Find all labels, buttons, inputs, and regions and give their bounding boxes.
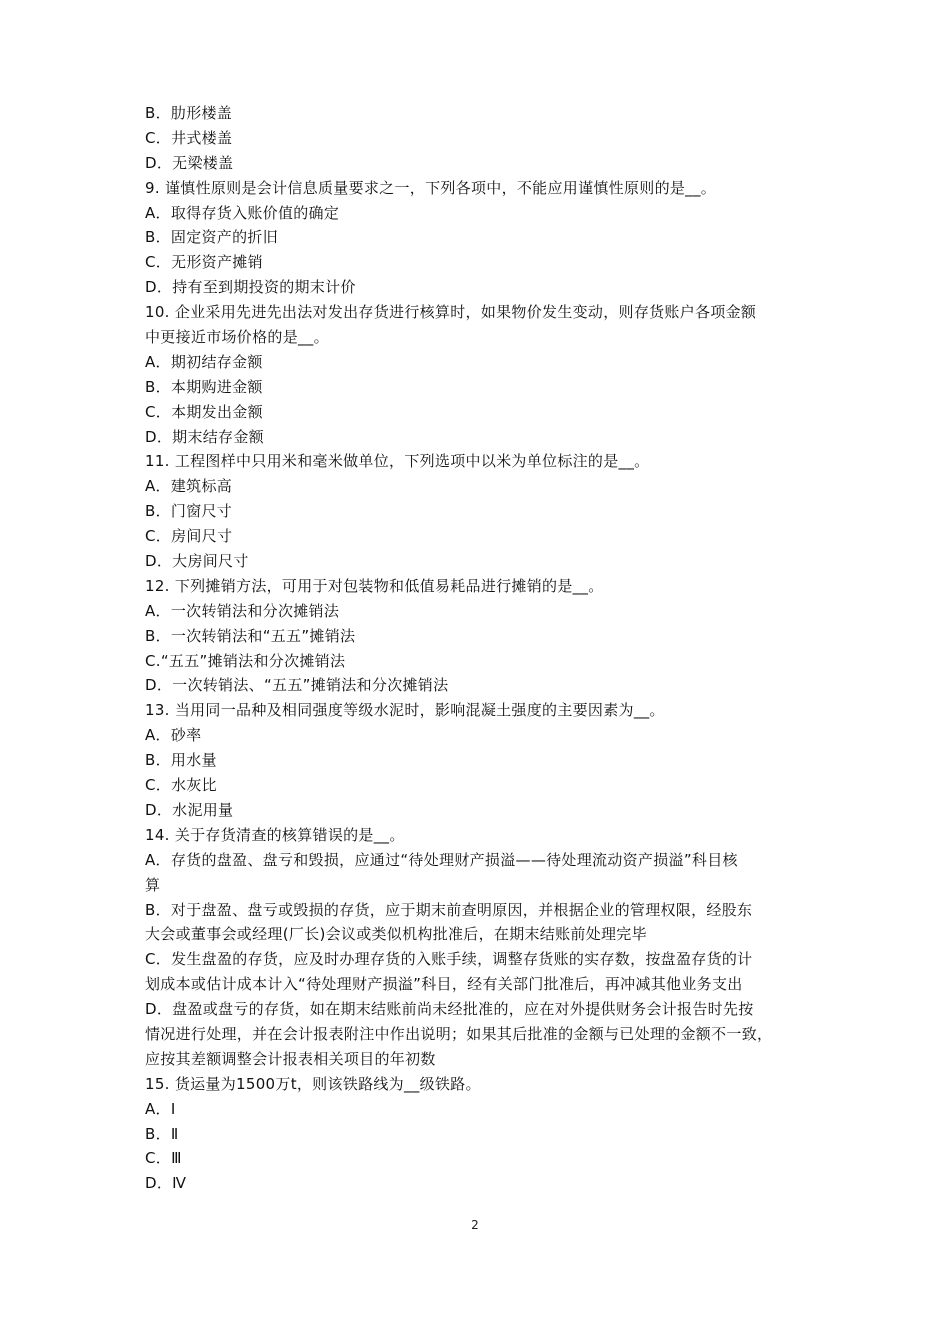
- option-line-cont: 算: [145, 875, 161, 894]
- option-line: D．盘盈或盘亏的存货，如在期末结账前尚未经批准的，应在对外提供财务会计报告时先按: [145, 1000, 754, 1019]
- document-body: [145, 101, 813, 1196]
- option-line: A．存货的盘盈、盘亏和毁损，应通过“待处理财产损溢——待处理流动资产损溢”科目核: [145, 850, 738, 869]
- option-line: C．水灰比: [145, 776, 217, 795]
- question-10: 10. 企业采用先进先出法对发出存货进行核算时，如果物价发生变动，则存货账户各项金额: [145, 303, 757, 322]
- option-line: A．一次转销法和分次摊销法: [145, 601, 340, 620]
- question-14: 14. 关于存货清查的核算错误的是__。: [145, 825, 405, 844]
- option-line: B．肋形楼盖: [145, 104, 233, 122]
- question-13: 13. 当用同一品种及相同强度等级水泥时，影响混凝土强度的主要因素为__。: [145, 701, 665, 720]
- option-line: D．无梁楼盖: [145, 153, 234, 172]
- option-line: A．建筑标高: [145, 477, 233, 496]
- option-line: A．取得存货入账价值的确定: [145, 203, 340, 222]
- option-line: B．固定资产的折旧: [145, 228, 278, 247]
- option-line: D．Ⅳ: [145, 1174, 187, 1193]
- option-line: D．持有至到期投资的期末计价: [145, 278, 356, 297]
- option-line-cont: 大会或董事会或经理(厂长)会议或类似机构批准后，在期末结账前处理完毕: [145, 925, 647, 944]
- option-line: D．期末结存金额: [145, 427, 264, 446]
- option-line: B．门窗尺寸: [145, 502, 233, 521]
- option-line: B．一次转销法和“五五”摊销法: [145, 626, 356, 645]
- question-9: 9. 谨慎性原则是会计信息质量要求之一，下列各项中，不能应用谨慎性原则的是__。: [145, 178, 717, 197]
- option-line: B．Ⅱ: [145, 1124, 179, 1143]
- option-line: D．水泥用量: [145, 800, 234, 819]
- option-line: A．期初结存金额: [145, 352, 263, 371]
- option-line: C．房间尺寸: [145, 527, 233, 546]
- option-line: C.“五五”摊销法和分次摊销法: [145, 651, 346, 670]
- option-line: C．发生盘盈的存货，应及时办理存货的入账手续，调整存货账的实存数，按盘盈存货的计: [145, 950, 753, 969]
- option-line: D．一次转销法、“五五”摊销法和分次摊销法: [145, 676, 449, 695]
- question-15: 15. 货运量为1500万t，则该铁路线为__级铁路。: [145, 1074, 481, 1093]
- option-line: D．大房间尺寸: [145, 552, 249, 571]
- option-line: C．无形资产摊销: [145, 253, 263, 272]
- option-line-cont: 划成本或估计成本计入“待处理财产损溢”科目，经有关部门批准后，再冲减其他业务支出: [145, 975, 743, 994]
- option-line: B．对于盘盈、盘亏或毁损的存货，应于期末前查明原因，并根据企业的管理权限，经股东: [145, 900, 753, 919]
- option-line: C．本期发出金额: [145, 402, 263, 421]
- page-number: 2: [471, 1218, 479, 1232]
- option-line: C．Ⅲ: [145, 1149, 182, 1168]
- option-line-cont: 应按其差额调整会计报表相关项目的年初数: [145, 1049, 436, 1068]
- option-line: A．砂率: [145, 726, 202, 745]
- option-line: A．Ⅰ: [145, 1099, 176, 1118]
- option-line-cont: 情况进行处理，并在会计报表附注中作出说明；如果其后批准的金额与已处理的金额不一致，: [145, 1024, 773, 1043]
- question-12: 12. 下列摊销方法，可用于对包装物和低值易耗品进行摊销的是__。: [145, 576, 604, 595]
- option-line: B．本期购进金额: [145, 377, 263, 396]
- option-line: B．用水量: [145, 751, 217, 770]
- question-10-cont: 中更接近市场价格的是__。: [145, 328, 329, 347]
- option-line: C．井式楼盖: [145, 128, 233, 147]
- question-11: 11. 工程图样中只用米和毫米做单位，下列选项中以米为单位标注的是__。: [145, 452, 650, 471]
